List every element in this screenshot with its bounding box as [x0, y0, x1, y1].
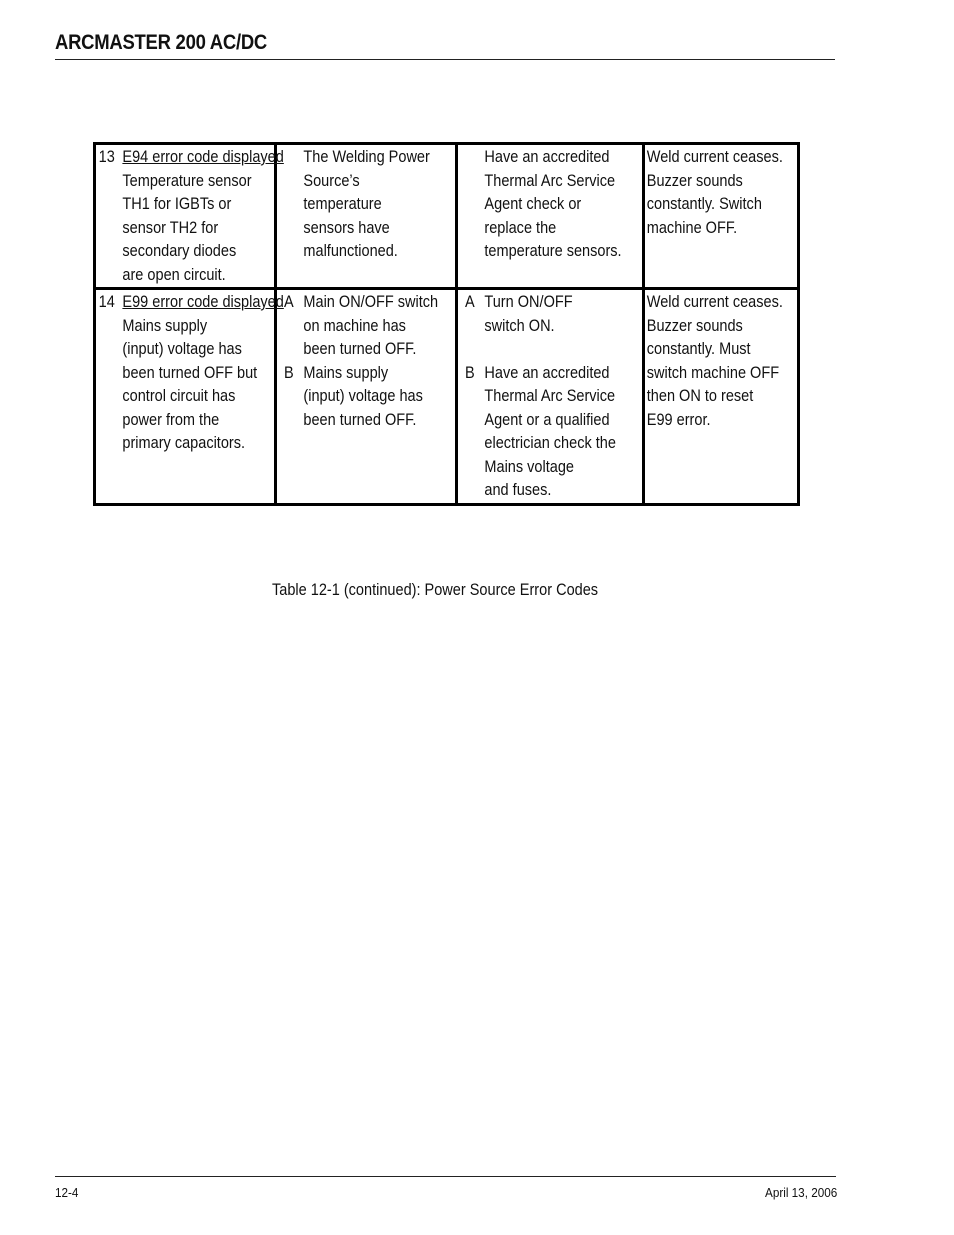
text-line: Thermal Arc Service: [484, 171, 616, 190]
text-line: TH1 for IGBTs or: [122, 195, 232, 213]
text-line: control circuit has: [122, 387, 236, 405]
text-line: primary capacitors.: [122, 434, 246, 452]
text-line: replace the: [484, 218, 557, 237]
cause-b-text: [303, 362, 433, 433]
text-line: E99 error.: [646, 410, 711, 429]
row-number: 14: [98, 293, 115, 311]
header-rule: [55, 59, 835, 60]
cause-a-text: [303, 291, 438, 362]
effect-cell: [644, 144, 799, 289]
text-line: and fuses.: [484, 481, 552, 499]
text-line: temperature sensors.: [484, 242, 622, 260]
effect-cell: [644, 289, 799, 505]
remedy-text: [484, 146, 621, 264]
text-line: machine OFF.: [646, 218, 738, 237]
text-line: Have an accredited: [484, 363, 610, 382]
cause-text: [303, 146, 433, 264]
table-row: [95, 289, 799, 505]
text-line: Have an accredited: [484, 148, 610, 166]
remedy-a-text: [484, 291, 620, 338]
text-line: sensors have: [303, 218, 390, 237]
text-line: Main ON/OFF switch: [303, 293, 439, 311]
text-line: (input) voltage has: [303, 387, 423, 405]
row-number: 13: [98, 148, 115, 166]
fault-text: [122, 146, 283, 287]
text-line: then ON to reset: [646, 387, 754, 405]
text-line: The Welding Power: [303, 148, 430, 166]
cause-label-a: A: [284, 293, 294, 311]
text-line: temperature: [303, 195, 382, 213]
text-line: been turned OFF but: [122, 363, 258, 382]
fault-cell: [95, 289, 284, 505]
table-row: [95, 144, 799, 289]
effect-text: [645, 291, 783, 432]
text-line: secondary diodes: [122, 242, 237, 260]
text-line: on machine has: [303, 316, 406, 335]
fault-cell: [95, 144, 284, 289]
text-line: Mains voltage: [484, 457, 574, 476]
text-line: Agent check or: [484, 195, 582, 213]
remedy-cell: [457, 289, 644, 505]
text-line: Mains supply: [303, 363, 389, 382]
text-line: Weld current ceases.: [646, 148, 783, 166]
cause-cell: [276, 144, 457, 289]
remedy-label-b: B: [465, 363, 475, 382]
text-line: electrician check the: [484, 434, 616, 452]
text-line: been turned OFF.: [303, 410, 417, 429]
revision-date: April 13, 2006: [764, 1185, 837, 1200]
text-line: been turned OFF.: [303, 340, 417, 358]
text-line: switch machine OFF: [646, 363, 780, 382]
fault-title: E99 error code displayed: [122, 293, 284, 311]
cause-cell: [276, 289, 457, 505]
text-line: Source’s: [303, 171, 360, 190]
table-caption: Table 12-1 (continued): Power Source Error Codes: [272, 581, 599, 599]
text-line: Weld current ceases.: [646, 293, 783, 311]
remedy-b-text: [484, 362, 620, 503]
text-line: sensor TH2 for: [122, 218, 219, 237]
fault-text: [122, 291, 283, 456]
text-line: Agent or a qualified: [484, 410, 610, 429]
text-line: switch ON.: [484, 316, 555, 335]
document-title: ARCMASTER 200 AC/DC: [55, 31, 267, 54]
effect-text: [645, 146, 783, 240]
text-line: malfunctioned.: [303, 242, 398, 260]
text-line: Buzzer sounds: [646, 316, 743, 335]
text-line: Turn ON/OFF: [484, 293, 573, 311]
remedy-label-a: A: [465, 293, 475, 311]
remedy-cell: [457, 144, 644, 289]
text-line: Mains supply: [122, 316, 208, 335]
text-line: constantly. Switch: [646, 195, 762, 213]
text-line: Buzzer sounds: [646, 171, 743, 190]
text-line: power from the: [122, 410, 220, 429]
page-number: 12-4: [55, 1185, 79, 1200]
footer-rule: [55, 1176, 836, 1177]
error-codes-table: [93, 142, 800, 506]
fault-title: E94 error code displayed: [122, 148, 284, 166]
text-line: (input) voltage has: [122, 340, 242, 358]
text-line: constantly. Must: [646, 340, 751, 358]
text-line: are open circuit.: [122, 265, 226, 284]
text-line: Thermal Arc Service: [484, 387, 616, 405]
cause-label-b: B: [284, 363, 294, 382]
text-line: Temperature sensor: [122, 171, 252, 190]
